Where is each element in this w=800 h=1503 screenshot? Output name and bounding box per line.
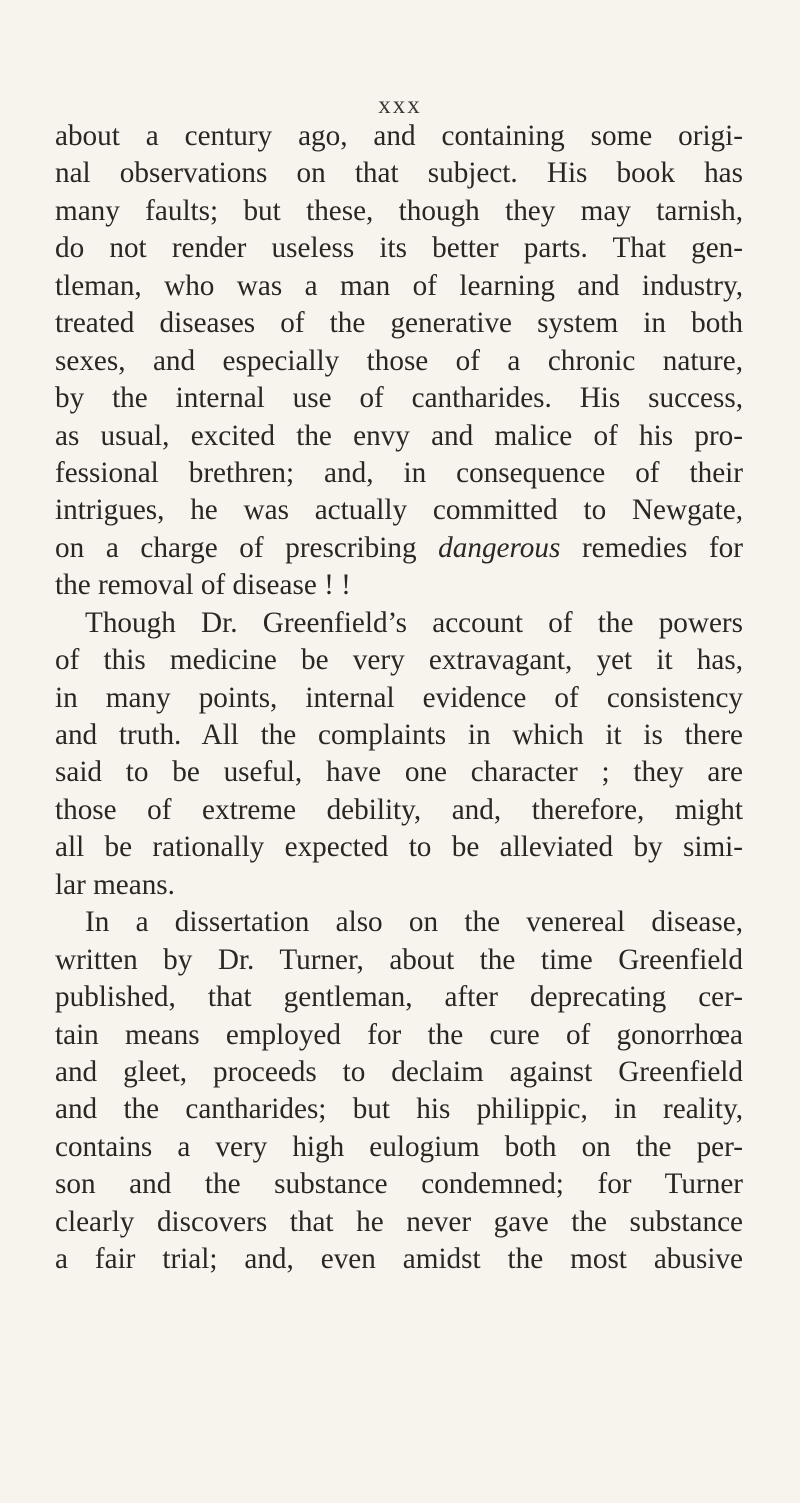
text-line-with-italic — [55, 530, 743, 567]
text-line: and the cantharides; but his philippic, in reality, — [55, 1093, 743, 1126]
text-line: tleman, who was a man of learning and industry, — [55, 269, 743, 302]
text-line: treated diseases of the generative system in both — [55, 307, 743, 340]
text-line: intrigues, he was actually committed to Newgate, — [55, 494, 743, 527]
text-line: those of extreme debility, and, therefore, might — [55, 793, 743, 826]
text-line: written by Dr. Turner, about the time Greenfield — [55, 943, 743, 976]
body-text — [55, 118, 743, 1279]
text-line: contains a very high eulogium both on the per- — [55, 1130, 743, 1163]
text-line: as usual, excited the envy and malice of his pro- — [55, 419, 743, 452]
text-segment: remedies for — [560, 531, 743, 564]
text-line: a fair trial; and, even amidst the most abusive — [55, 1243, 743, 1276]
text-line: tain means employed for the cure of gonorrhœa — [55, 1018, 743, 1051]
italic-word: dangerous — [438, 531, 561, 564]
paragraph-start-line: In a dissertation also on the venereal disease, — [85, 906, 743, 939]
text-line: and truth. All the complaints in which it is there — [55, 719, 743, 751]
text-line: fessional brethren; and, in consequence of their — [55, 456, 743, 489]
text-line: published, that gentleman, after deprecating cer- — [55, 981, 743, 1014]
paragraph-start-line: Though Dr. Greenfield’s account of the powers — [85, 606, 743, 639]
text-line: of this medicine be very extravagant, yet it has, — [55, 644, 743, 677]
text-line: all be rationally expected to be alleviated by simi- — [55, 831, 743, 864]
text-line: and gleet, proceeds to declaim against Greenfield — [55, 1055, 743, 1088]
text-segment: on a charge of prescribing — [55, 531, 439, 564]
text-line: many faults; but these, though they may tarnish, — [55, 194, 743, 227]
text-line: in many points, internal evidence of consistency — [55, 681, 743, 714]
text-line: sexes, and especially those of a chronic nature, — [55, 344, 743, 377]
text-line: do not render useless its better parts. That gen- — [55, 232, 743, 265]
text-line: clearly discovers that he never gave the substance — [55, 1205, 743, 1238]
text-line: nal observations on that subject. His book has — [55, 157, 743, 190]
text-line: son and the substance condemned; for Turner — [55, 1168, 743, 1201]
paragraph-end-line: lar means. — [55, 868, 175, 901]
text-line: by the internal use of cantharides. His success, — [55, 382, 743, 415]
text-line: said to be useful, have one character ; they are — [55, 756, 743, 789]
page-number: xxx — [378, 92, 422, 119]
paragraph-end-line: the removal of disease ! ! — [55, 569, 351, 602]
text-line: about a century ago, and containing some origi- — [55, 120, 743, 152]
